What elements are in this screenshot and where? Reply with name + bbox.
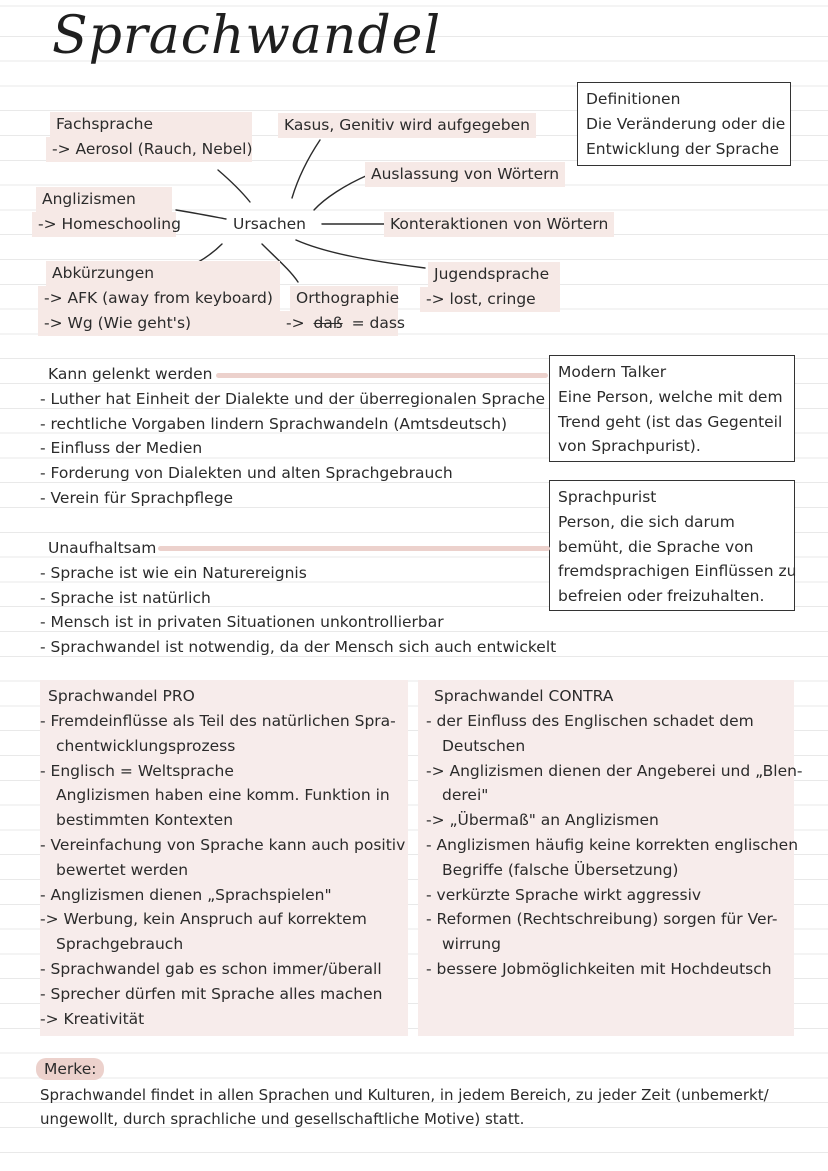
pro-list bbox=[40, 709, 405, 1031]
pro-line: - Englisch = Weltsprache bbox=[40, 761, 234, 780]
sprachpurist-line: Person, die sich darum bbox=[558, 512, 735, 531]
pro-line: Anglizismen haben eine komm. Funktion in bbox=[56, 786, 390, 805]
abkuerzungen-example: -> Wg (Wie geht's) bbox=[38, 311, 280, 336]
anglizismen-label: Anglizismen bbox=[36, 187, 172, 212]
anglizismen-example: -> Homeschooling bbox=[32, 212, 176, 237]
pro-line: bewertet werden bbox=[56, 860, 189, 879]
unaufhaltsam-item: - Sprache ist natürlich bbox=[40, 589, 211, 607]
merke-line: ungewollt, durch sprachliche und gesellschaftliche Motive) statt. bbox=[40, 1110, 525, 1128]
gelenkt-item: - Verein für Sprachpflege bbox=[40, 489, 234, 507]
jugendsprache-label: Jugendsprache bbox=[428, 262, 560, 287]
pro-line: - Vereinfachung von Sprache kann auch positiv bbox=[40, 835, 406, 854]
sprachpurist-heading: Sprachpurist bbox=[558, 488, 657, 506]
contra-line: Begriffe (falsche Übersetzung) bbox=[442, 860, 679, 879]
merke-line: Sprachwandel findet in allen Sprachen und Kulturen, in jedem Bereich, zu jeder Zeit (unbemerkt/ bbox=[40, 1086, 769, 1104]
sprachpurist-line: fremdsprachigen Einflüssen zu bbox=[558, 562, 797, 581]
connector-auslassung bbox=[314, 175, 368, 210]
contra-line: - Reformen (Rechtschreibung) sorgen für Ver- bbox=[426, 910, 778, 929]
unaufhaltsam-item: - Sprache ist wie ein Naturereignis bbox=[40, 564, 307, 582]
connector-kasus bbox=[292, 140, 320, 198]
sprachpurist-line: befreien oder freizuhalten. bbox=[558, 587, 765, 606]
contra-line: Deutschen bbox=[442, 736, 526, 755]
unaufhaltsam-item: - Mensch ist in privaten Situationen unkontrollierbar bbox=[40, 613, 444, 631]
pro-line: - Fremdeinflüsse als Teil des natürlichen Spra- bbox=[40, 712, 396, 730]
kasus-node: Kasus, Genitiv wird aufgegeben bbox=[278, 113, 536, 138]
mindmap-center: Ursachen bbox=[233, 215, 306, 233]
modern-talker-line: Eine Person, welche mit dem bbox=[558, 387, 783, 406]
jugendsprache-example: -> lost, cringe bbox=[420, 287, 560, 312]
unaufhaltsam-item: - Sprachwandel ist notwendig, da der Mensch sich auch entwickelt bbox=[40, 638, 557, 656]
contra-line: -> „Übermaß" an Anglizismen bbox=[426, 811, 659, 830]
abkuerzungen-label: Abkürzungen bbox=[46, 261, 280, 286]
orthographie-correction: = dass bbox=[351, 314, 405, 332]
fachsprache-label: Fachsprache bbox=[50, 112, 252, 137]
contra-line: - bessere Jobmöglichkeiten mit Hochdeutsch bbox=[426, 959, 772, 978]
page-title: Sprachwandel bbox=[52, 6, 442, 66]
modern-talker-heading: Modern Talker bbox=[558, 363, 667, 381]
modern-talker-line: von Sprachpurist). bbox=[558, 437, 701, 456]
pro-heading: Sprachwandel PRO bbox=[48, 687, 195, 705]
gelenkt-item: - Luther hat Einheit der Dialekte und der überregionalen Sprache bbox=[40, 390, 546, 408]
merke-label: Merke: bbox=[36, 1058, 104, 1080]
unaufhaltsam-divider bbox=[158, 546, 550, 551]
contra-line: derei" bbox=[442, 786, 489, 805]
orthographie-example bbox=[280, 311, 405, 336]
modern-talker-box bbox=[549, 355, 795, 462]
auslassung-node: Auslassung von Wörtern bbox=[365, 162, 565, 187]
definition-line: Die Veränderung oder die bbox=[586, 114, 786, 133]
connector-anglizismen bbox=[176, 210, 226, 219]
unaufhaltsam-heading: Unaufhaltsam bbox=[48, 539, 157, 557]
pro-line: -> Kreativität bbox=[40, 1009, 145, 1028]
sprachpurist-line: bemüht, die Sprache von bbox=[558, 537, 754, 556]
contra-line: - verkürzte Sprache wirkt aggressiv bbox=[426, 885, 702, 904]
orthographie-arrow: -> bbox=[286, 314, 305, 332]
contra-line: - Anglizismen häufig keine korrekten englischen bbox=[426, 835, 799, 854]
modern-talker-line: Trend geht (ist das Gegenteil bbox=[558, 412, 783, 431]
orthographie-label: Orthographie bbox=[290, 286, 398, 311]
definition-line: Entwicklung der Sprache bbox=[586, 139, 780, 158]
gelenkt-item: - rechtliche Vorgaben lindern Sprachwandeln (Amtsdeutsch) bbox=[40, 415, 508, 433]
contra-heading: Sprachwandel CONTRA bbox=[434, 687, 614, 705]
pro-line: - Anglizismen dienen „Sprachspielen" bbox=[40, 885, 332, 904]
pro-line: - Sprachwandel gab es schon immer/überall bbox=[40, 959, 382, 978]
kontraktionen-node: Konteraktionen von Wörtern bbox=[384, 212, 614, 237]
gelenkt-heading: Kann gelenkt werden bbox=[48, 365, 213, 383]
fachsprache-example: -> Aerosol (Rauch, Nebel) bbox=[46, 137, 252, 162]
pro-line: Sprachgebrauch bbox=[56, 935, 184, 954]
pro-line: -> Werbung, kein Anspruch auf korrektem bbox=[40, 910, 367, 929]
gelenkt-divider bbox=[216, 373, 548, 378]
struck-word: daß bbox=[313, 314, 343, 332]
gelenkt-item: - Forderung von Dialekten und alten Sprachgebrauch bbox=[40, 464, 453, 482]
sprachpurist-box bbox=[549, 480, 795, 611]
pro-line: - Sprecher dürfen mit Sprache alles machen bbox=[40, 984, 383, 1003]
pro-line: chentwicklungsprozess bbox=[56, 736, 236, 755]
definition-heading: Definitionen bbox=[586, 90, 681, 108]
connector-fachsprache bbox=[218, 170, 250, 202]
connector-jugendsprache bbox=[296, 240, 425, 268]
contra-line: wirrung bbox=[442, 935, 501, 954]
pro-line: bestimmten Kontexten bbox=[56, 811, 234, 830]
contra-list bbox=[426, 709, 803, 982]
gelenkt-item: - Einfluss der Medien bbox=[40, 439, 203, 457]
contra-line: -> Anglizismen dienen der Angeberei und „Blen- bbox=[426, 761, 803, 780]
abkuerzungen-example: -> AFK (away from keyboard) bbox=[38, 286, 280, 311]
contra-line: - der Einfluss des Englischen schadet dem bbox=[426, 712, 754, 730]
